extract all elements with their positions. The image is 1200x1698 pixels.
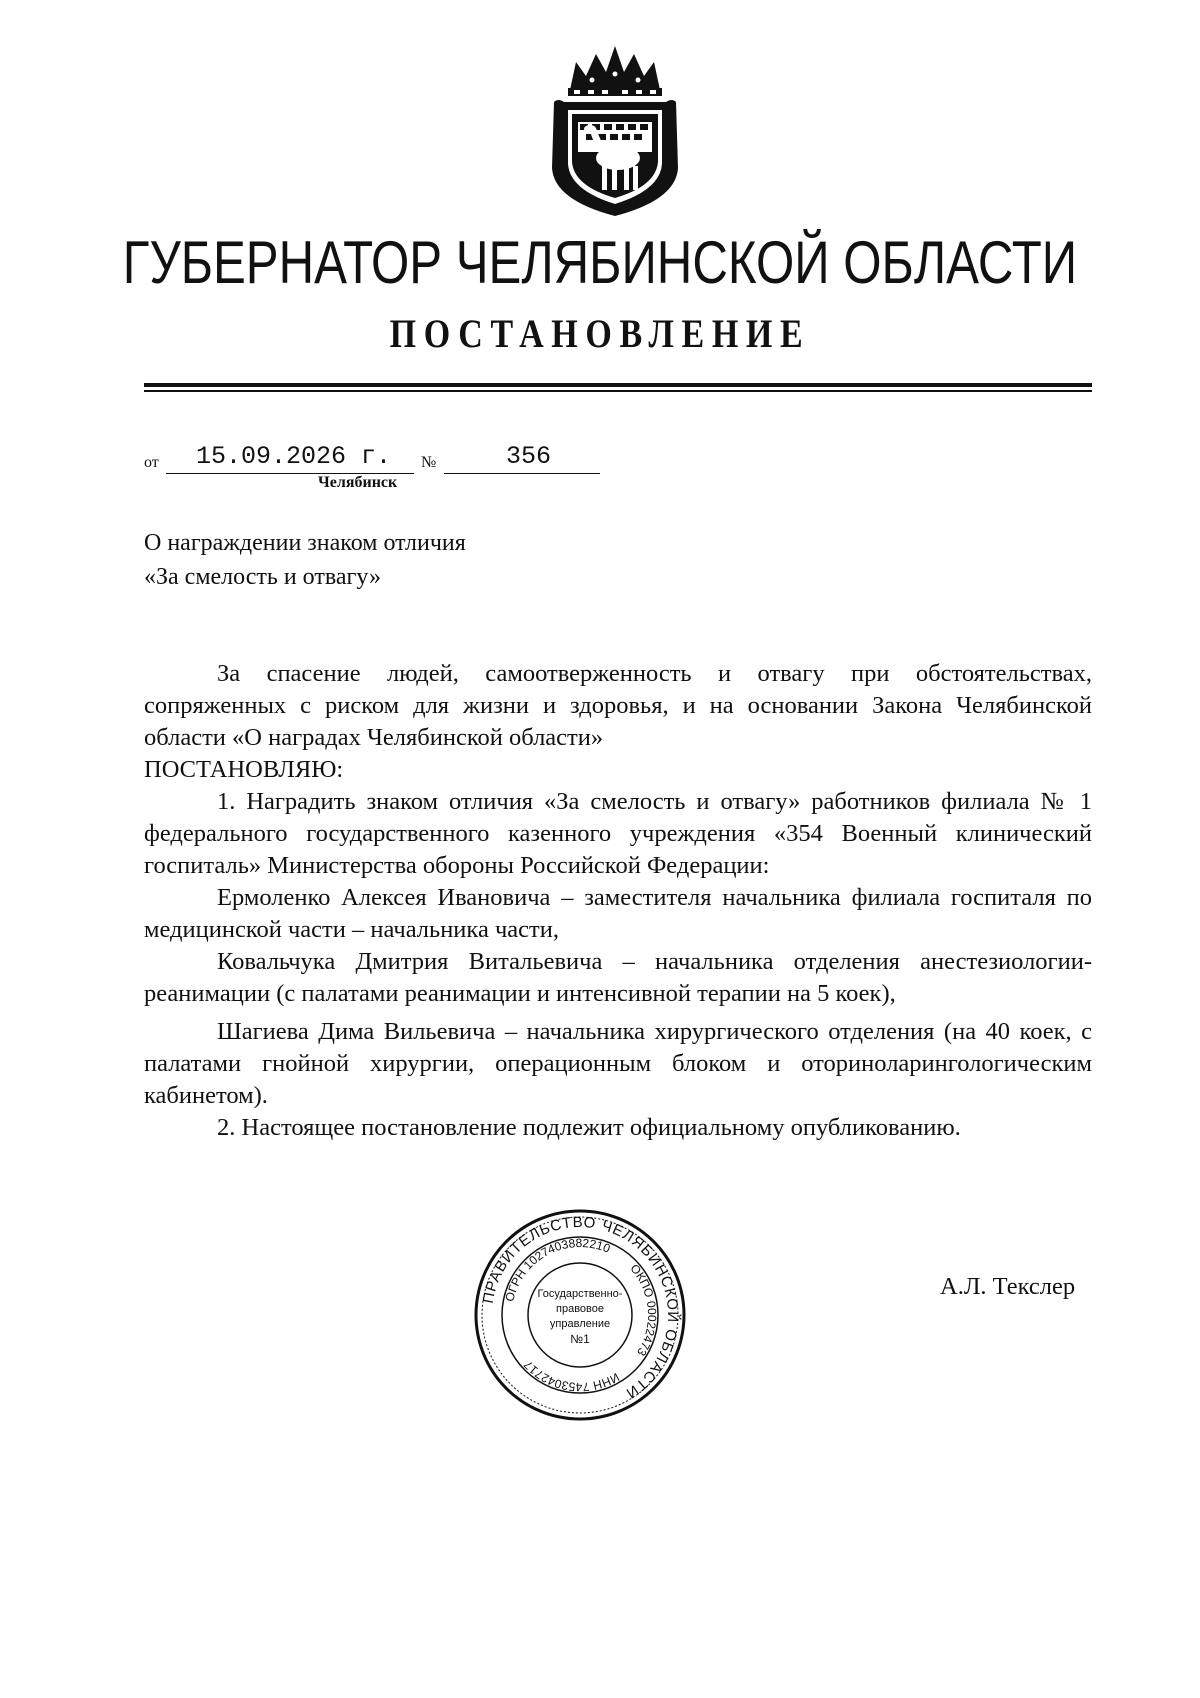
seal-center-line-2: правовое bbox=[556, 1303, 604, 1315]
preamble-paragraph: За спасение людей, самоотверженность и отвагу при обстоятельствах, сопряженных с риском для жизни и здоровья, и на основании Закона Челябинской области «О наградах Челябинской области» bbox=[144, 660, 1092, 751]
seal-okpo: ОКПО 00022473 bbox=[627, 1261, 660, 1359]
decree-word: ПОСТАНОВЛЯЮ: bbox=[144, 756, 344, 783]
document-body bbox=[144, 658, 1092, 1144]
organization-title: ГУБЕРНАТОР ЧЕЛЯБИНСКОЙ ОБЛАСТИ bbox=[122, 229, 1078, 296]
seal-center-line-3: управление bbox=[549, 1318, 611, 1330]
number-label: № bbox=[421, 454, 437, 471]
subject-line-2: «За смелость и отвагу» bbox=[144, 564, 381, 590]
from-label: от bbox=[144, 454, 159, 471]
date-value: 15.09.2026 г. bbox=[196, 442, 392, 471]
date-number-row bbox=[144, 440, 604, 476]
header-rule-thick bbox=[144, 383, 1092, 387]
person-2-paragraph: Ковальчука Дмитрия Витальевича – начальника отделения анестезиологии-реанимации (с палатами реанимации и интенсивной терапии на 5 коек), bbox=[144, 948, 1092, 1007]
header-rule-thin bbox=[144, 390, 1092, 392]
person-1-paragraph: Ермоленко Алексея Ивановича – заместителя начальника филиала госпиталя по медицинской части – начальника части, bbox=[144, 884, 1092, 943]
item-1-paragraph: 1. Наградить знаком отличия «За смелость и отвагу» работников филиала № 1 федерального государственного казенного учреждения «354 Военный клинический госпиталь» Министерства обороны Российской Федерации: bbox=[144, 788, 1092, 879]
seal-ogrn: ОГРН 1027403882210 bbox=[502, 1235, 613, 1304]
svg-text:ИНН 7453042717 bbox=[521, 1358, 622, 1394]
date-field bbox=[166, 440, 414, 474]
seal-center-line-4: №1 bbox=[570, 1332, 590, 1346]
subject-line-1: О награждении знаком отличия bbox=[144, 530, 466, 556]
official-seal-icon bbox=[470, 1205, 690, 1425]
number-field bbox=[444, 440, 600, 474]
coat-of-arms-icon bbox=[540, 40, 690, 220]
person-3-paragraph: Шагиева Дима Вильевича – начальника хирургического отделения (на 40 коек, с палатами гнойной хирургии, операционным блоком и оториноларингологическим кабинетом). bbox=[144, 1018, 1092, 1109]
number-value: 356 bbox=[506, 442, 552, 471]
seal-center-line-1: Государственно- bbox=[537, 1288, 623, 1300]
item-2-paragraph: 2. Настоящее постановление подлежит официальному опубликованию. bbox=[217, 1114, 961, 1141]
document-type-title: ПОСТАНОВЛЕНИЕ bbox=[389, 311, 811, 356]
document-subject bbox=[144, 526, 466, 594]
city-label: Челябинск bbox=[318, 474, 398, 491]
signer-name: А.Л. Текслер bbox=[940, 1273, 1076, 1300]
seal-outer-text: ПРАВИТЕЛЬСТВО ЧЕЛЯБИНСКОЙ ОБЛАСТИ bbox=[479, 1213, 682, 1402]
seal-inn: ИНН 7453042717 bbox=[520, 1357, 622, 1395]
